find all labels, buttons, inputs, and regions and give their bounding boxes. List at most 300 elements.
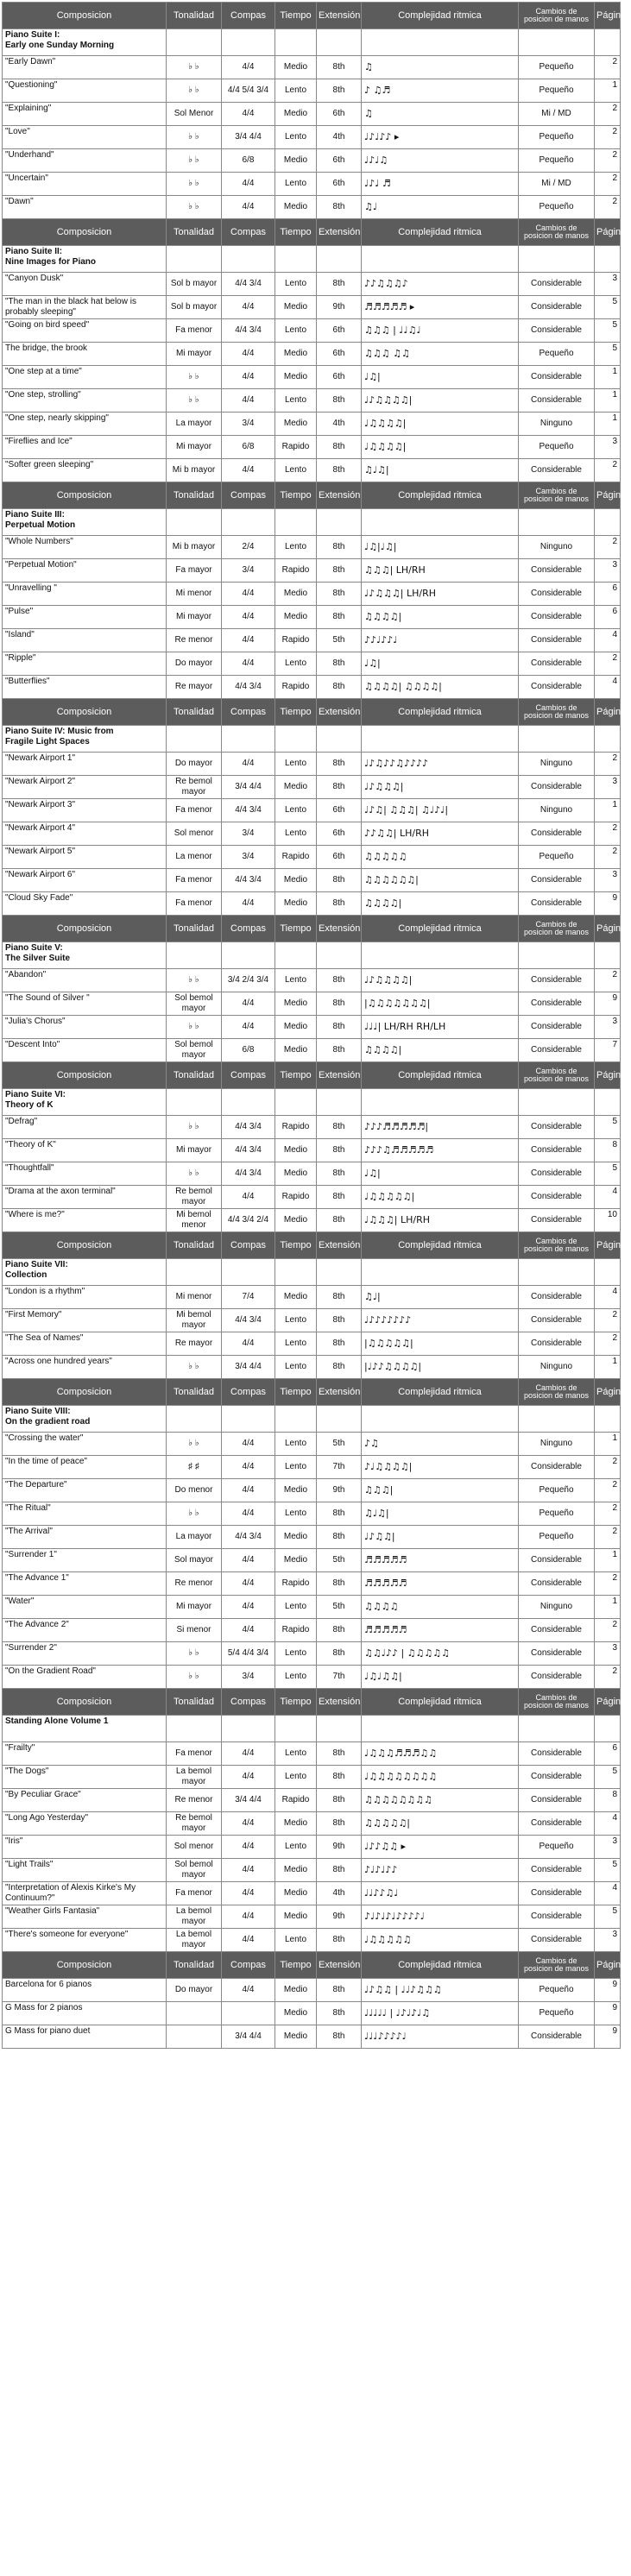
- composition-cell: "The Departure": [3, 1479, 167, 1502]
- rhythmic-complexity-cell: ♪♪♫♫♫♪: [362, 273, 519, 296]
- tempo-cell: Lento: [275, 1836, 317, 1859]
- key-cell: Do menor: [167, 1479, 222, 1502]
- range-cell: 8th: [317, 536, 362, 559]
- rhythmic-complexity-cell: ♪♪♪♫♬♬♬♬♬: [362, 1139, 519, 1162]
- suite-title-row: [3, 1716, 621, 1742]
- range-cell: 8th: [317, 892, 362, 916]
- pages-cell: 5: [595, 1766, 621, 1789]
- pages-cell: 2: [595, 822, 621, 846]
- header-range: Extensión: [317, 916, 362, 942]
- rhythmic-complexity-cell: ♫♫♫♫♫: [362, 846, 519, 869]
- range-cell: 8th: [317, 1016, 362, 1039]
- pages-cell: 2: [595, 173, 621, 196]
- suite-title-empty-cell: [317, 1406, 362, 1433]
- rhythmic-complexity-cell: ♩♪♫♫ | ♩♩♪♫♫♫: [362, 1979, 519, 2002]
- suite-title-empty-cell: [595, 942, 621, 969]
- composition-cell: "One step, nearly skipping": [3, 413, 167, 436]
- pages-cell: 1: [595, 1549, 621, 1572]
- rhythmic-complexity-cell: ♩♩♩| LH/RH RH/LH: [362, 1016, 519, 1039]
- key-cell: ♯ ♯: [167, 1456, 222, 1479]
- tempo-cell: Medio: [275, 1139, 317, 1162]
- table-row: [3, 1039, 621, 1062]
- range-cell: 8th: [317, 2002, 362, 2025]
- tempo-cell: Medio: [275, 869, 317, 892]
- suite-title-empty-cell: [167, 1089, 222, 1116]
- header-tempo: Tiempo: [275, 219, 317, 246]
- key-cell: Fa menor: [167, 319, 222, 343]
- rhythmic-complexity-cell: ♫♩: [362, 196, 519, 219]
- suite-title-empty-cell: [595, 509, 621, 536]
- table-row: [3, 652, 621, 676]
- header-time-signature: Compas: [222, 699, 275, 726]
- table-row: [3, 676, 621, 699]
- key-cell: ♭ ♭: [167, 173, 222, 196]
- header-row: [3, 1689, 621, 1716]
- pages-cell: 3: [595, 273, 621, 296]
- pages-cell: 2: [595, 1619, 621, 1642]
- range-cell: 6th: [317, 846, 362, 869]
- range-cell: 4th: [317, 1882, 362, 1905]
- table-row: [3, 1549, 621, 1572]
- hand-position-changes-cell: Pequeño: [519, 1479, 595, 1502]
- composition-cell: "One step at a time": [3, 366, 167, 389]
- range-cell: 8th: [317, 559, 362, 583]
- key-cell: ♭ ♭: [167, 1433, 222, 1456]
- suite-title-empty-cell: [362, 726, 519, 753]
- key-cell: Sol b mayor: [167, 273, 222, 296]
- pages-cell: 3: [595, 776, 621, 799]
- tempo-cell: Lento: [275, 389, 317, 413]
- composition-cell: "Long Ago Yesterday": [3, 1812, 167, 1836]
- hand-position-changes-cell: Considerable: [519, 459, 595, 482]
- range-cell: 8th: [317, 1286, 362, 1309]
- header-pages: Páginas: [595, 1689, 621, 1716]
- suite-title-empty-cell: [275, 1259, 317, 1286]
- pages-cell: 6: [595, 606, 621, 629]
- table-row: [3, 273, 621, 296]
- table-row: [3, 606, 621, 629]
- pages-cell: 9: [595, 1979, 621, 2002]
- hand-position-changes-cell: Considerable: [519, 969, 595, 992]
- suite-title-empty-cell: [519, 1716, 595, 1742]
- table-row: [3, 1572, 621, 1596]
- header-row: [3, 1379, 621, 1406]
- suite-title-empty-cell: [595, 1716, 621, 1742]
- pages-cell: 2: [595, 196, 621, 219]
- suite-title-empty-cell: [317, 726, 362, 753]
- pages-cell: 2: [595, 846, 621, 869]
- hand-position-changes-cell: Considerable: [519, 366, 595, 389]
- rhythmic-complexity-cell: ♫♫♫♫♫♫|: [362, 869, 519, 892]
- tempo-cell: Lento: [275, 1666, 317, 1689]
- table-row: [3, 343, 621, 366]
- key-cell: ♭ ♭: [167, 149, 222, 173]
- header-row: [3, 219, 621, 246]
- header-pages: Páginas: [595, 1232, 621, 1259]
- tempo-cell: Medio: [275, 1812, 317, 1836]
- composition-cell: "Unravelling ": [3, 583, 167, 606]
- rhythmic-complexity-cell: ♫♫♫ | ♩♩♫♩: [362, 319, 519, 343]
- hand-position-changes-cell: Considerable: [519, 1789, 595, 1812]
- range-cell: 8th: [317, 1812, 362, 1836]
- range-cell: 9th: [317, 1836, 362, 1859]
- tempo-cell: Lento: [275, 1309, 317, 1332]
- composition-cell: "Newark Airport 2": [3, 776, 167, 799]
- header-hand-position-changes: Cambios de posicion de manos: [519, 219, 595, 246]
- range-cell: 8th: [317, 992, 362, 1016]
- rhythmic-complexity-cell: ♫♫♫♫♫|: [362, 1812, 519, 1836]
- table-row: [3, 1139, 621, 1162]
- composition-cell: "Descent Into": [3, 1039, 167, 1062]
- suite-title-empty-cell: [222, 1259, 275, 1286]
- suite-title-empty-cell: [222, 942, 275, 969]
- pages-cell: 4: [595, 676, 621, 699]
- rhythmic-complexity-cell: ♪♪♫♫| LH/RH: [362, 822, 519, 846]
- key-cell: Fa menor: [167, 869, 222, 892]
- table-row: [3, 536, 621, 559]
- key-cell: Fa menor: [167, 1742, 222, 1766]
- hand-position-changes-cell: Considerable: [519, 1905, 595, 1929]
- composition-cell: "The Sea of Names": [3, 1332, 167, 1356]
- key-cell: ♭ ♭: [167, 1016, 222, 1039]
- pages-cell: 9: [595, 992, 621, 1016]
- header-range: Extensión: [317, 219, 362, 246]
- rhythmic-complexity-cell: ♩♪♩♪♪ ▸: [362, 126, 519, 149]
- tempo-cell: Lento: [275, 753, 317, 776]
- suite-title-empty-cell: [519, 29, 595, 56]
- tempo-cell: Medio: [275, 1526, 317, 1549]
- header-pages: Páginas: [595, 699, 621, 726]
- tempo-cell: Medio: [275, 1209, 317, 1232]
- header-hand-position-changes: Cambios de posicion de manos: [519, 482, 595, 509]
- tempo-cell: Lento: [275, 822, 317, 846]
- table-row: [3, 1356, 621, 1379]
- rhythmic-complexity-cell: ♫♫♫♫|: [362, 892, 519, 916]
- hand-position-changes-cell: Mi / MD: [519, 173, 595, 196]
- hand-position-changes-cell: Pequeño: [519, 1836, 595, 1859]
- tempo-cell: Lento: [275, 173, 317, 196]
- composition-cell: "Crossing the water": [3, 1433, 167, 1456]
- table-row: [3, 1209, 621, 1232]
- pages-cell: 2: [595, 969, 621, 992]
- time-signature-cell: 2/4: [222, 536, 275, 559]
- header-composition: Composicion: [3, 1232, 167, 1259]
- header-range: Extensión: [317, 1232, 362, 1259]
- table-row: [3, 869, 621, 892]
- table-row: [3, 459, 621, 482]
- suite-title: Piano Suite V: The Silver Suite: [3, 942, 167, 969]
- key-cell: Re menor: [167, 1572, 222, 1596]
- tempo-cell: Medio: [275, 606, 317, 629]
- hand-position-changes-cell: Considerable: [519, 992, 595, 1016]
- tempo-cell: Medio: [275, 343, 317, 366]
- header-key: Tonalidad: [167, 1232, 222, 1259]
- range-cell: 5th: [317, 1433, 362, 1456]
- hand-position-changes-cell: Pequeño: [519, 343, 595, 366]
- header-pages: Páginas: [595, 219, 621, 246]
- hand-position-changes-cell: Considerable: [519, 1742, 595, 1766]
- hand-position-changes-cell: Considerable: [519, 1016, 595, 1039]
- range-cell: 8th: [317, 583, 362, 606]
- range-cell: 8th: [317, 1186, 362, 1209]
- range-cell: 6th: [317, 799, 362, 822]
- pages-cell: 2: [595, 1502, 621, 1526]
- header-rhythmic-complexity: Complejidad ritmica: [362, 699, 519, 726]
- key-cell: Do mayor: [167, 753, 222, 776]
- header-key: Tonalidad: [167, 219, 222, 246]
- rhythmic-complexity-cell: ♩♫♫♫♫|: [362, 436, 519, 459]
- range-cell: 8th: [317, 753, 362, 776]
- time-signature-cell: 4/4 3/4: [222, 676, 275, 699]
- rhythmic-complexity-cell: ♫: [362, 103, 519, 126]
- pages-cell: 4: [595, 1186, 621, 1209]
- time-signature-cell: 4/4: [222, 1766, 275, 1789]
- rhythmic-complexity-cell: ♬♬♬♬♬: [362, 1549, 519, 1572]
- key-cell: Mi b mayor: [167, 536, 222, 559]
- suite-title-empty-cell: [167, 246, 222, 273]
- hand-position-changes-cell: Considerable: [519, 296, 595, 319]
- rhythmic-complexity-cell: ♩♫♫♫♫♫: [362, 1929, 519, 1952]
- pages-cell: 2: [595, 103, 621, 126]
- hand-position-changes-cell: Considerable: [519, 1286, 595, 1309]
- time-signature-cell: 4/4 3/4: [222, 869, 275, 892]
- composition-cell: "Dawn": [3, 196, 167, 219]
- header-tempo: Tiempo: [275, 1062, 317, 1089]
- table-row: [3, 1929, 621, 1952]
- header-pages: Páginas: [595, 1062, 621, 1089]
- table-row: [3, 196, 621, 219]
- composition-cell: "The Dogs": [3, 1766, 167, 1789]
- pages-cell: 3: [595, 1016, 621, 1039]
- pages-cell: 4: [595, 1286, 621, 1309]
- suite-title-empty-cell: [275, 1089, 317, 1116]
- rhythmic-complexity-cell: ♫♩♫|: [362, 459, 519, 482]
- rhythmic-complexity-cell: ♫♫♫| LH/RH: [362, 559, 519, 583]
- time-signature-cell: 6/8: [222, 1039, 275, 1062]
- tempo-cell: Rapido: [275, 676, 317, 699]
- time-signature-cell: 4/4 3/4: [222, 1139, 275, 1162]
- key-cell: Si menor: [167, 1619, 222, 1642]
- pages-cell: 5: [595, 1859, 621, 1882]
- tempo-cell: Medio: [275, 413, 317, 436]
- time-signature-cell: 7/4: [222, 1286, 275, 1309]
- pages-cell: 2: [595, 1332, 621, 1356]
- header-key: Tonalidad: [167, 1689, 222, 1716]
- compositions-table: [2, 2, 631, 2049]
- time-signature-cell: 4/4: [222, 1332, 275, 1356]
- pages-cell: 4: [595, 1882, 621, 1905]
- hand-position-changes-cell: Pequeño: [519, 149, 595, 173]
- header-composition: Composicion: [3, 219, 167, 246]
- table-row: [3, 776, 621, 799]
- suite-title-empty-cell: [317, 1259, 362, 1286]
- key-cell: La bemol mayor: [167, 1766, 222, 1789]
- suite-title-empty-cell: [317, 29, 362, 56]
- pages-cell: 3: [595, 436, 621, 459]
- header-hand-position-changes: Cambios de posicion de manos: [519, 1062, 595, 1089]
- header-composition: Composicion: [3, 3, 167, 29]
- composition-cell: "Love": [3, 126, 167, 149]
- header-row: [3, 482, 621, 509]
- hand-position-changes-cell: Considerable: [519, 389, 595, 413]
- key-cell: [167, 2002, 222, 2025]
- header-hand-position-changes: Cambios de posicion de manos: [519, 3, 595, 29]
- table-row: [3, 799, 621, 822]
- tempo-cell: Lento: [275, 273, 317, 296]
- pages-cell: 4: [595, 1812, 621, 1836]
- hand-position-changes-cell: Considerable: [519, 1766, 595, 1789]
- tempo-cell: Rapido: [275, 1789, 317, 1812]
- header-pages: Páginas: [595, 482, 621, 509]
- tempo-cell: Medio: [275, 583, 317, 606]
- header-time-signature: Compas: [222, 1379, 275, 1406]
- time-signature-cell: 3/4 2/4 3/4: [222, 969, 275, 992]
- composition-cell: "Newark Airport 6": [3, 869, 167, 892]
- tempo-cell: Rapido: [275, 629, 317, 652]
- hand-position-changes-cell: Considerable: [519, 652, 595, 676]
- header-hand-position-changes: Cambios de posicion de manos: [519, 1689, 595, 1716]
- key-cell: Sol bemol mayor: [167, 1039, 222, 1062]
- pages-cell: 2: [595, 459, 621, 482]
- time-signature-cell: 4/4 3/4: [222, 1116, 275, 1139]
- header-time-signature: Compas: [222, 3, 275, 29]
- rhythmic-complexity-cell: ♩♫|: [362, 366, 519, 389]
- rhythmic-complexity-cell: ♫♫♩♪♪ | ♫♫♫♫♫: [362, 1642, 519, 1666]
- suite-title-empty-cell: [519, 246, 595, 273]
- rhythmic-complexity-cell: ♩♪♫♫♫| LH/RH: [362, 583, 519, 606]
- time-signature-cell: 4/4: [222, 1979, 275, 2002]
- header-hand-position-changes: Cambios de posicion de manos: [519, 916, 595, 942]
- hand-position-changes-cell: Considerable: [519, 676, 595, 699]
- time-signature-cell: 4/4: [222, 1456, 275, 1479]
- rhythmic-complexity-cell: ♩♫♩♫♫|: [362, 1666, 519, 1689]
- time-signature-cell: 4/4: [222, 173, 275, 196]
- suite-title: Piano Suite II: Nine Images for Piano: [3, 246, 167, 273]
- hand-position-changes-cell: Considerable: [519, 1666, 595, 1689]
- suite-title-empty-cell: [519, 1089, 595, 1116]
- composition-cell: "There's someone for everyone": [3, 1929, 167, 1952]
- composition-cell: "Perpetual Motion": [3, 559, 167, 583]
- header-composition: Composicion: [3, 699, 167, 726]
- rhythmic-complexity-cell: ♩♫♫♫♫♫|: [362, 1186, 519, 1209]
- header-rhythmic-complexity: Complejidad ritmica: [362, 1232, 519, 1259]
- rhythmic-complexity-cell: ♩♩♪♪♫♩: [362, 1882, 519, 1905]
- table-row: [3, 366, 621, 389]
- suite-title-empty-cell: [167, 942, 222, 969]
- time-signature-cell: 4/4 3/4: [222, 1162, 275, 1186]
- suite-title-empty-cell: [362, 1716, 519, 1742]
- time-signature-cell: 4/4: [222, 1742, 275, 1766]
- tempo-cell: Medio: [275, 1905, 317, 1929]
- key-cell: ♭ ♭: [167, 1502, 222, 1526]
- rhythmic-complexity-cell: ♪ ♫♬: [362, 79, 519, 103]
- key-cell: Mi mayor: [167, 1139, 222, 1162]
- rhythmic-complexity-cell: ♩♩♩♪♪♪♪♩: [362, 2025, 519, 2049]
- tempo-cell: Medio: [275, 149, 317, 173]
- tempo-cell: Medio: [275, 1039, 317, 1062]
- range-cell: 8th: [317, 969, 362, 992]
- suite-title-row: [3, 1089, 621, 1116]
- range-cell: 8th: [317, 652, 362, 676]
- table-row: [3, 1882, 621, 1905]
- composition-cell: "Canyon Dusk": [3, 273, 167, 296]
- rhythmic-complexity-cell: ♩♫♫♫| LH/RH: [362, 1209, 519, 1232]
- suite-title-empty-cell: [595, 1089, 621, 1116]
- key-cell: Sol b mayor: [167, 296, 222, 319]
- rhythmic-complexity-cell: |♩♪♪♫♫♫♫|: [362, 1356, 519, 1379]
- hand-position-changes-cell: Pequeño: [519, 56, 595, 79]
- range-cell: 8th: [317, 1619, 362, 1642]
- hand-position-changes-cell: Pequeño: [519, 436, 595, 459]
- pages-cell: 1: [595, 413, 621, 436]
- composition-cell: "Newark Airport 1": [3, 753, 167, 776]
- hand-position-changes-cell: Ninguno: [519, 799, 595, 822]
- range-cell: 8th: [317, 389, 362, 413]
- table-row: [3, 1309, 621, 1332]
- composition-cell: "The Advance 2": [3, 1619, 167, 1642]
- header-hand-position-changes: Cambios de posicion de manos: [519, 1379, 595, 1406]
- pages-cell: 5: [595, 1116, 621, 1139]
- header-tempo: Tiempo: [275, 699, 317, 726]
- hand-position-changes-cell: Considerable: [519, 273, 595, 296]
- time-signature-cell: 4/4: [222, 366, 275, 389]
- time-signature-cell: 4/4: [222, 103, 275, 126]
- rhythmic-complexity-cell: ♫♩|: [362, 1286, 519, 1309]
- key-cell: Re menor: [167, 1789, 222, 1812]
- range-cell: 8th: [317, 1332, 362, 1356]
- composition-cell: "Surrender 2": [3, 1642, 167, 1666]
- pages-cell: 9: [595, 2002, 621, 2025]
- composition-cell: "London is a rhythm": [3, 1286, 167, 1309]
- pages-cell: 5: [595, 343, 621, 366]
- time-signature-cell: 4/4: [222, 992, 275, 1016]
- time-signature-cell: 4/4 3/4: [222, 1526, 275, 1549]
- table-row: [3, 436, 621, 459]
- suite-title-row: [3, 942, 621, 969]
- tempo-cell: Medio: [275, 56, 317, 79]
- hand-position-changes-cell: Considerable: [519, 1929, 595, 1952]
- tempo-cell: Medio: [275, 1549, 317, 1572]
- header-composition: Composicion: [3, 1062, 167, 1089]
- hand-position-changes-cell: Considerable: [519, 1549, 595, 1572]
- table-row: [3, 319, 621, 343]
- tempo-cell: Lento: [275, 799, 317, 822]
- tempo-cell: Rapido: [275, 436, 317, 459]
- suite-title-empty-cell: [222, 726, 275, 753]
- table-row: [3, 103, 621, 126]
- range-cell: 6th: [317, 319, 362, 343]
- rhythmic-complexity-cell: ♩♪♫♪♪♫♪♪♪♪: [362, 753, 519, 776]
- tempo-cell: Medio: [275, 1859, 317, 1882]
- hand-position-changes-cell: Considerable: [519, 1812, 595, 1836]
- time-signature-cell: 3/4: [222, 559, 275, 583]
- table-row: [3, 969, 621, 992]
- time-signature-cell: 6/8: [222, 436, 275, 459]
- tempo-cell: Lento: [275, 459, 317, 482]
- range-cell: 9th: [317, 1479, 362, 1502]
- range-cell: 8th: [317, 1209, 362, 1232]
- hand-position-changes-cell: Considerable: [519, 583, 595, 606]
- suite-title-empty-cell: [275, 1406, 317, 1433]
- key-cell: ♭ ♭: [167, 126, 222, 149]
- header-time-signature: Compas: [222, 1062, 275, 1089]
- table-row: [3, 1596, 621, 1619]
- hand-position-changes-cell: Pequeño: [519, 846, 595, 869]
- header-pages: Páginas: [595, 3, 621, 29]
- pages-cell: 1: [595, 799, 621, 822]
- time-signature-cell: 4/4: [222, 343, 275, 366]
- key-cell: ♭ ♭: [167, 1162, 222, 1186]
